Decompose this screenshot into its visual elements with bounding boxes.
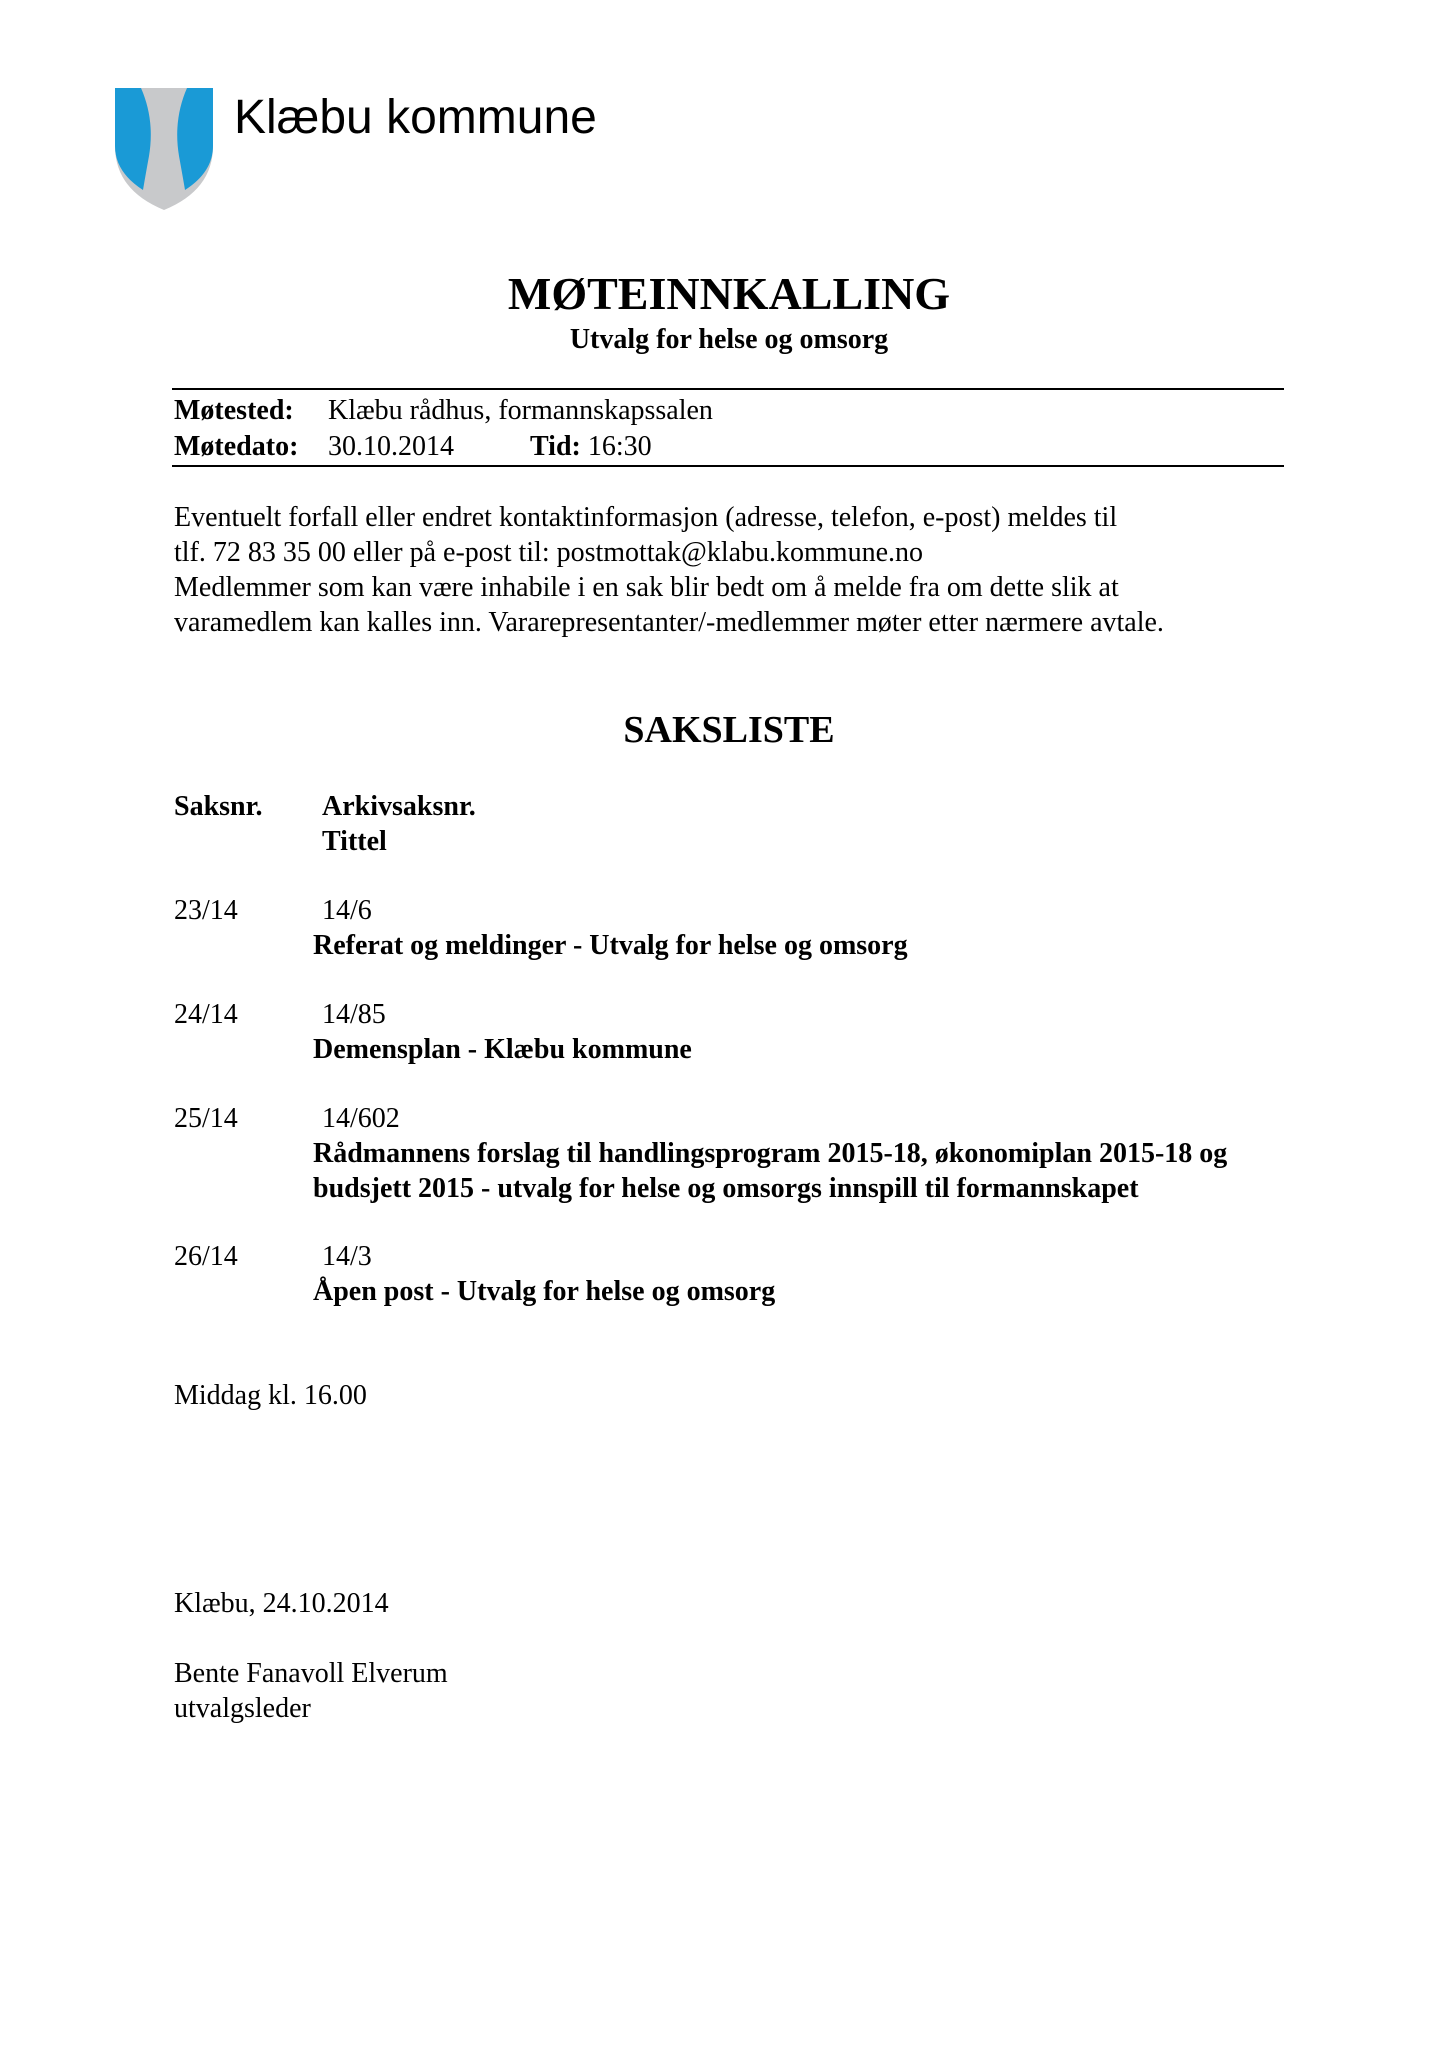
meeting-time-label: Tid: [530,431,581,462]
meeting-date-value: 30.10.2014 [328,431,454,462]
agenda-item-title: Referat og meldinger - Utvalg for helse og omsorg [313,930,908,961]
agenda-item-saksnr: 25/14 [174,1103,238,1134]
meeting-time-value: 16:30 [587,431,652,462]
agenda-item-arkivsaksnr: 14/3 [322,1241,372,1272]
meeting-date-label: Møtedato: [174,431,299,462]
signer-name: Bente Fanavoll Elverum [174,1658,448,1689]
agenda-item-title: Åpen post - Utvalg for helse og omsorg [313,1276,776,1307]
agenda-header-saksnr: Saksnr. [174,791,263,822]
agenda-item-title: Demensplan - Klæbu kommune [313,1034,692,1065]
info-line: Medlemmer som kan være inhabile i en sak blir bedt om å melde fra om dette slik at [174,572,1119,603]
agenda-title: SAKSLISTE [623,709,835,751]
agenda-header-arkivsaksnr: Arkivsaksnr. [322,791,476,822]
coat-of-arms-icon [113,86,215,212]
info-line: varamedlem kan kalles inn. Vararepresentanter/-medlemmer møter etter nærmere avtale. [174,607,1164,638]
agenda-header-tittel: Tittel [322,826,387,857]
page-title: MØTEINNKALLING [507,268,951,319]
page-subtitle: Utvalg for helse og omsorg [569,324,889,355]
signer-role: utvalgsleder [174,1693,311,1724]
meeting-place-value: Klæbu rådhus, formannskapssalen [328,395,713,426]
info-line: Eventuelt forfall eller endret kontaktinformasjon (adresse, telefon, e-post) meldes til [174,502,1118,533]
dinner-note: Middag kl. 16.00 [174,1380,367,1411]
place-date: Klæbu, 24.10.2014 [174,1588,389,1619]
agenda-item-arkivsaksnr: 14/6 [322,895,372,926]
agenda-item-title: Rådmannens forslag til handlingsprogram 2015-18, økonomiplan 2015-18 og budsjett 2015 - utvalg for helse og omsorgs innspill til formannskapet [313,1138,1228,1204]
info-line: tlf. 72 83 35 00 eller på e-post til: postmottak@klabu.kommune.no [174,537,924,568]
meeting-place-row [174,393,713,429]
agenda-item-arkivsaksnr: 14/602 [322,1103,400,1134]
divider-top [172,388,1284,390]
meeting-date-row [174,429,652,465]
divider-bottom [172,465,1284,467]
info-text [174,500,1294,640]
agenda-item-arkivsaksnr: 14/85 [322,999,386,1030]
meeting-place-label: Møtested: [174,395,294,426]
agenda-item-saksnr: 23/14 [174,895,238,926]
agenda-item-saksnr: 24/14 [174,999,238,1030]
agenda-item-saksnr: 26/14 [174,1241,238,1272]
organization-name: Klæbu kommune [234,91,597,144]
